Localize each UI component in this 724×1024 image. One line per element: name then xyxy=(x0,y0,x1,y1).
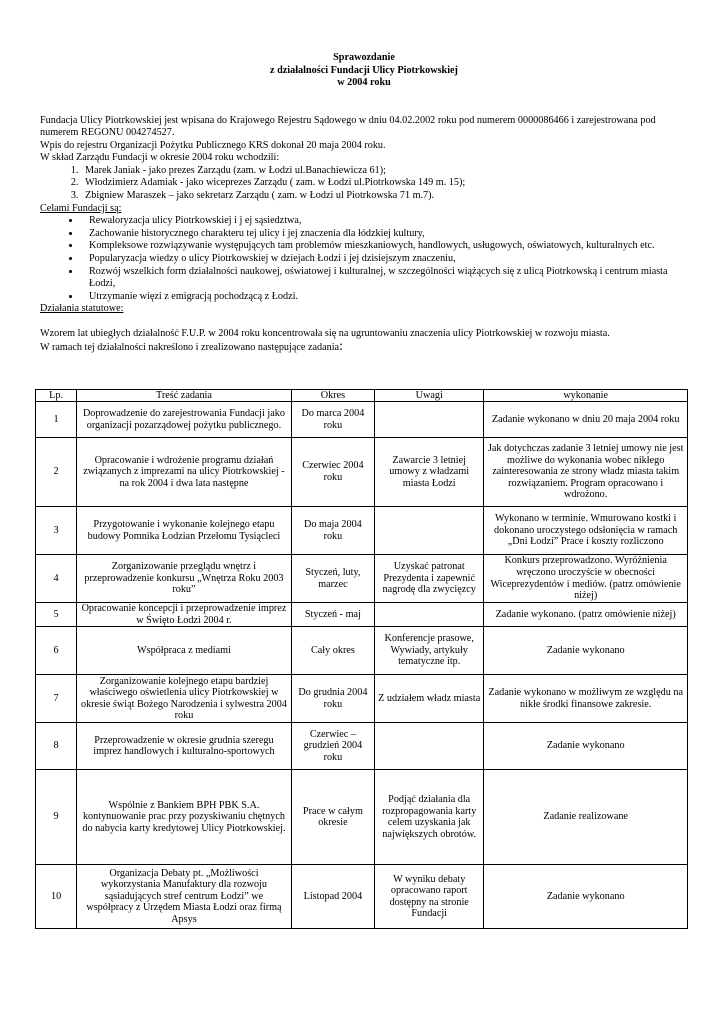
header-wykonanie: wykonanie xyxy=(484,390,688,402)
cell-uwagi: Podjąć działania dla rozpropagowania karty celem uzyskania jak największych obrotów. xyxy=(375,770,484,865)
cell-uwagi xyxy=(375,402,484,438)
goal-item: • Popularyzacja wiedzy o ulicy Piotrkowskiej w dziejach Łodzi i jej dzisiejszym znaczeniu, xyxy=(81,253,688,266)
goal-item: • Zachowanie historycznego charakteru tej ulicy i jej znaczenia dla łódzkiej kultury, xyxy=(81,228,688,241)
table-row xyxy=(36,723,688,770)
table-row xyxy=(36,507,688,555)
cell-tresc: Wspólnie z Bankiem BPH PBK S.A. kontynuowanie prac przy pozyskiwaniu chętnych do nabycia karty kredytowej Ulicy Piotrkowskiej. xyxy=(77,770,292,865)
cell-wykonanie: Zadanie wykonano. (patrz omówienie niżej) xyxy=(484,603,688,627)
goal-item: • Rozwój wszelkich form działalności naukowej, oświatowej i kulturalnej, w szczególności wiążących się z ulicą Piotrkowską i centrum miasta Łodzi, xyxy=(81,266,688,291)
table-row xyxy=(36,438,688,507)
cell-okres: Do maja 2004 roku xyxy=(291,507,374,555)
cell-lp: 2 xyxy=(36,438,77,507)
cell-uwagi: Konferencje prasowe, Wywiady, artykuły tematyczne itp. xyxy=(375,627,484,675)
cell-wykonanie: Zadanie wykonano xyxy=(484,627,688,675)
board-member: 3. Zbigniew Maraszek – jako sekretarz Zarządu ( zam. w Łodzi ul Piotrkowska 71 m.7). xyxy=(81,190,688,203)
board-list xyxy=(40,165,688,203)
board-intro: W skład Zarządu Fundacji w okresie 2004 roku wchodzili: xyxy=(40,152,280,164)
goal-item: • Utrzymanie więzi z emigracją pochodzącą z Łodzi. xyxy=(81,291,688,304)
cell-tresc: Przeprowadzenie w okresie grudnia szeregu imprez handlowych i kulturalno-sportowych xyxy=(77,723,292,770)
cell-tresc: Przygotowanie i wykonanie kolejnego etapu budowy Pomnika Łodzian Przełomu Tysiącleci xyxy=(77,507,292,555)
cell-wykonanie: Zadanie wykonano w możliwym ze względu na nikłe środki finansowe zakresie. xyxy=(484,675,688,723)
table-row xyxy=(36,770,688,865)
cell-wykonanie: Zadanie wykonano w dniu 20 maja 2004 roku xyxy=(484,402,688,438)
activity-paragraph: Wzorem lat ubiegłych działalność F.U.P. w 2004 roku koncentrowała się na ugruntowaniu znaczenia ulicy Piotrkowskiej w rozwoju miasta. xyxy=(40,328,610,339)
cell-okres: Styczeń, luty, marzec xyxy=(291,555,374,603)
cell-wykonanie: Zadanie wykonano xyxy=(484,723,688,770)
cell-tresc: Doprowadzenie do zarejestrowania Fundacji jako organizacji pozarządowej pożytku publicznego. xyxy=(77,402,292,438)
cell-lp: 6 xyxy=(36,627,77,675)
board-member: 2. Włodzimierz Adamiak - jako wiceprezes Zarządu ( zam. w Łodzi ul.Piotrkowska 149 m. 15); xyxy=(81,177,688,190)
title-line-3: w 2004 roku xyxy=(337,77,391,88)
opp-paragraph: Wpis do rejestru Organizacji Pożytku Publicznego KRS dokonał 20 maja 2004 roku. xyxy=(40,139,386,151)
tasks-intro-colon: : xyxy=(339,338,343,354)
cell-okres: Listopad 2004 xyxy=(291,865,374,929)
actions-heading: Działania statutowe: xyxy=(40,303,124,315)
cell-wykonanie: Konkurs przeprowadzono. Wyróżnienia wręczono uroczyście w obecności Wiceprezydentów i mediów. (patrz omówienie niżej) xyxy=(484,555,688,603)
header-tresc: Treść zadania xyxy=(77,390,292,402)
cell-uwagi: W wyniku debaty opracowano raport dostępny na stronie Fundacji xyxy=(375,865,484,929)
cell-uwagi: Uzyskać patronat Prezydenta i zapewnić nagrodę dla zwycięzcy xyxy=(375,555,484,603)
cell-tresc: Zorganizowanie przeglądu wnętrz i przeprowadzenie konkursu „Wnętrza Roku 2003 roku” xyxy=(77,555,292,603)
table-row xyxy=(36,627,688,675)
cell-uwagi xyxy=(375,723,484,770)
tasks-intro-text: W ramach tej działalności nakreślono i zrealizowano następujące zadania xyxy=(40,341,340,353)
report-title xyxy=(40,52,688,90)
cell-okres: Czerwiec 2004 roku xyxy=(291,438,374,507)
cell-wykonanie: Wykonano w terminie. Wmurowano kostki i dokonano uroczystego odsłonięcia w ramach „Dni Łodzi” Prace i koszty rozliczono xyxy=(484,507,688,555)
header-lp: Lp. xyxy=(36,390,77,402)
cell-lp: 1 xyxy=(36,402,77,438)
table-row xyxy=(36,402,688,438)
table-row xyxy=(36,865,688,929)
goal-item: • Kompleksowe rozwiązywanie występujących tam problemów mieszkaniowych, handlowych, usługowych, oświatowych, kulturalnych etc. xyxy=(81,240,688,253)
cell-uwagi xyxy=(375,507,484,555)
table-row xyxy=(36,603,688,627)
registration-paragraph: Fundacja Ulicy Piotrkowskiej jest wpisana do Krajowego Rejestru Sądowego w dniu 04.02.2002 roku pod numerem 0000086466 i zarejestrowana pod numerem REGONU 004274527. xyxy=(40,114,656,139)
cell-lp: 3 xyxy=(36,507,77,555)
goals-heading: Celami Fundacji są: xyxy=(40,202,122,214)
cell-lp: 8 xyxy=(36,723,77,770)
tasks-table xyxy=(35,389,688,929)
table-header-row xyxy=(36,390,688,402)
cell-wykonanie: Zadanie wykonano xyxy=(484,865,688,929)
cell-okres: Styczeń - maj xyxy=(291,603,374,627)
table-row xyxy=(36,675,688,723)
cell-lp: 4 xyxy=(36,555,77,603)
header-okres: Okres xyxy=(291,390,374,402)
cell-okres: Do grudnia 2004 roku xyxy=(291,675,374,723)
cell-tresc: Zorganizowanie kolejnego etapu bardziej właściwego oświetlenia ulicy Piotrkowskiej w okresie świąt Bożego Narodzenia i sylwestra 2004 roku xyxy=(77,675,292,723)
cell-tresc: Opracowanie koncepcji i przeprowadzenie imprez w Święto Łodzi 2004 r. xyxy=(77,603,292,627)
cell-uwagi: Z udziałem władz miasta xyxy=(375,675,484,723)
goals-list xyxy=(40,215,688,303)
cell-uwagi: Zawarcie 3 letniej umowy z władzami miasta Łodzi xyxy=(375,438,484,507)
cell-wykonanie: Zadanie realizowane xyxy=(484,770,688,865)
cell-lp: 9 xyxy=(36,770,77,865)
goal-item: • Rewaloryzacja ulicy Piotrkowskiej i j ej sąsiedztwa, xyxy=(81,215,688,228)
cell-wykonanie: Jak dotychczas zadanie 3 letniej umowy nie jest możliwe do wykonania wobec nikłego zainteresowania ze strony władz miasta takim rozwiązaniem. Program opracowano i wdrożono. xyxy=(484,438,688,507)
cell-okres: Prace w całym okresie xyxy=(291,770,374,865)
cell-tresc: Opracowanie i wdrożenie programu działań związanych z imprezami na ulicy Piotrkowskiej - na rok 2004 i dwa lata następne xyxy=(77,438,292,507)
tasks-intro xyxy=(40,338,688,355)
header-uwagi: Uwagi xyxy=(375,390,484,402)
cell-lp: 7 xyxy=(36,675,77,723)
board-member: 1. Marek Janiak - jako prezes Zarządu (zam. w Łodzi ul.Banachiewicza 61); xyxy=(81,165,688,178)
cell-okres: Cały okres xyxy=(291,627,374,675)
cell-lp: 5 xyxy=(36,603,77,627)
cell-uwagi xyxy=(375,603,484,627)
document-body xyxy=(40,52,688,354)
cell-okres: Czerwiec – grudzień 2004 roku xyxy=(291,723,374,770)
cell-okres: Do marca 2004 roku xyxy=(291,402,374,438)
title-line-2: z działalności Fundacji Ulicy Piotrkowskiej xyxy=(270,64,458,76)
cell-lp: 10 xyxy=(36,865,77,929)
title-line-1: Sprawozdanie xyxy=(333,52,395,63)
table-row xyxy=(36,555,688,603)
cell-tresc: Współpraca z mediami xyxy=(77,627,292,675)
cell-tresc: Organizacja Debaty pt. „Możliwości wykorzystania Manufaktury dla rozwoju sąsiadujących stref centrum Łodzi” we współpracy z Urzędem Miasta Łodzi oraz firmą Apsys xyxy=(77,865,292,929)
